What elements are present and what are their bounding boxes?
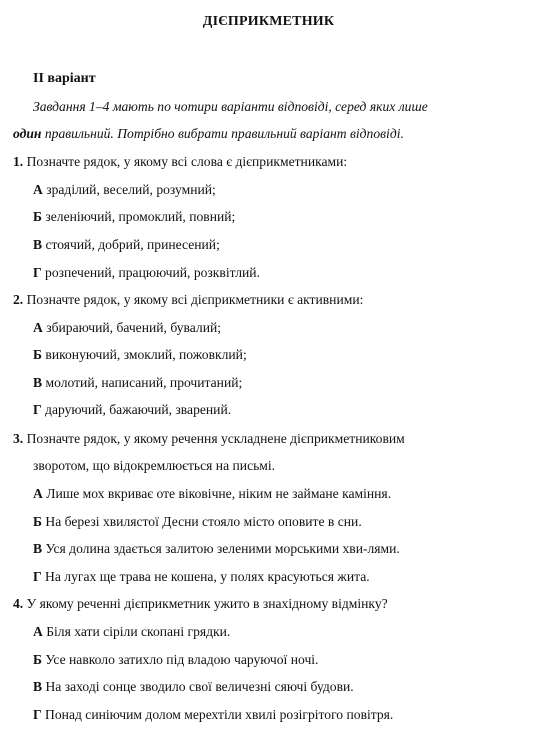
question-2-option-b [33,346,247,363]
question-number: 3. [13,431,24,446]
option-text: даруючий, бажаючий, зварений. [41,402,232,417]
question-1-option-a [33,181,216,198]
instructions-bold-word: один [13,126,42,141]
option-text: збираючий, бачений, бувалий; [42,320,222,335]
instructions-line-2 [13,125,404,142]
option-letter: Б [33,209,42,224]
option-letter: В [33,541,43,556]
question-2-option-c [33,374,242,391]
option-text: Понад синіючим долом мерехтіли хвилі розігрітого повітря. [41,707,394,722]
instructions-line-2-rest: правильний. Потрібно вибрати правильний варіант відповіді. [41,126,404,141]
variant-heading: ІІ варіант [33,71,96,86]
question-1-option-c [33,236,220,253]
question-2 [13,291,363,308]
question-1-option-d [33,264,260,281]
question-number: 2. [13,292,24,307]
question-3 [13,430,405,447]
question-2-option-a [33,319,221,336]
option-letter: Г [33,402,42,417]
option-text: стоячий, добрий, принесений; [42,237,220,252]
option-text: Усе навколо затихло під владою чаруючої ночі. [42,652,319,667]
option-letter: Б [33,514,42,529]
option-letter: А [33,182,43,197]
question-text: Позначте рядок, у якому всі слова є дієприкметниками: [23,154,348,169]
option-letter: Г [33,707,42,722]
instructions-line-1: Завдання 1–4 мають по чотири варіанти відповіді, серед яких лише [33,99,428,114]
option-letter: А [33,320,43,335]
option-text: розпечений, працюючий, розквітлий. [41,265,260,280]
option-text: На лугах ще трава не кошена, у полях красуються жита. [41,569,370,584]
option-text: зраділий, веселий, розумний; [42,182,216,197]
question-3-option-d [33,568,370,585]
option-letter: В [33,375,43,390]
option-letter: Б [33,347,42,362]
question-text: Позначте рядок, у якому всі дієприкметники є активними: [23,292,364,307]
option-letter: В [33,679,43,694]
option-text: Біля хати сіріли скопані грядки. [42,624,231,639]
option-text: виконуючий, змоклий, пожовклий; [42,347,247,362]
question-text: У якому реченні дієприкметник ужито в знахідному відмінку? [23,596,388,611]
option-letter: Г [33,569,42,584]
option-text: На заході сонце зводило свої величезні сяючі будови. [42,679,354,694]
option-text: Уся долина здається залитою зеленими морськими хви-лями. [42,541,400,556]
question-number: 1. [13,154,24,169]
question-4-option-c [33,678,354,695]
option-text: Лише мох вкриває оте віковічне, ніким не займане каміння. [42,486,392,501]
option-letter: Б [33,652,42,667]
question-1-option-b [33,208,235,225]
question-3-option-c [33,540,400,557]
question-4-option-d [33,706,393,723]
question-4 [13,595,388,612]
question-1 [13,153,347,170]
option-text: На березі хвилястої Десни стояло місто оповите в сни. [42,514,362,529]
question-4-option-a [33,623,230,640]
question-3-option-a [33,485,391,502]
question-text: Позначте рядок, у якому речення ускладнене дієприкметниковим [23,431,405,446]
option-letter: А [33,486,43,501]
question-number: 4. [13,596,24,611]
question-3-option-b [33,513,362,530]
question-3-continuation: зворотом, що відокремлюється на письмі. [33,458,276,473]
option-text: молотий, написаний, прочитаний; [42,375,243,390]
option-text: зеленіючий, промоклий, повний; [42,209,236,224]
option-letter: В [33,237,43,252]
question-4-option-b [33,651,318,668]
option-letter: Г [33,265,42,280]
page-title: ДІЄПРИКМЕТНИК [202,14,335,29]
option-letter: А [33,624,43,639]
question-2-option-d [33,401,231,418]
